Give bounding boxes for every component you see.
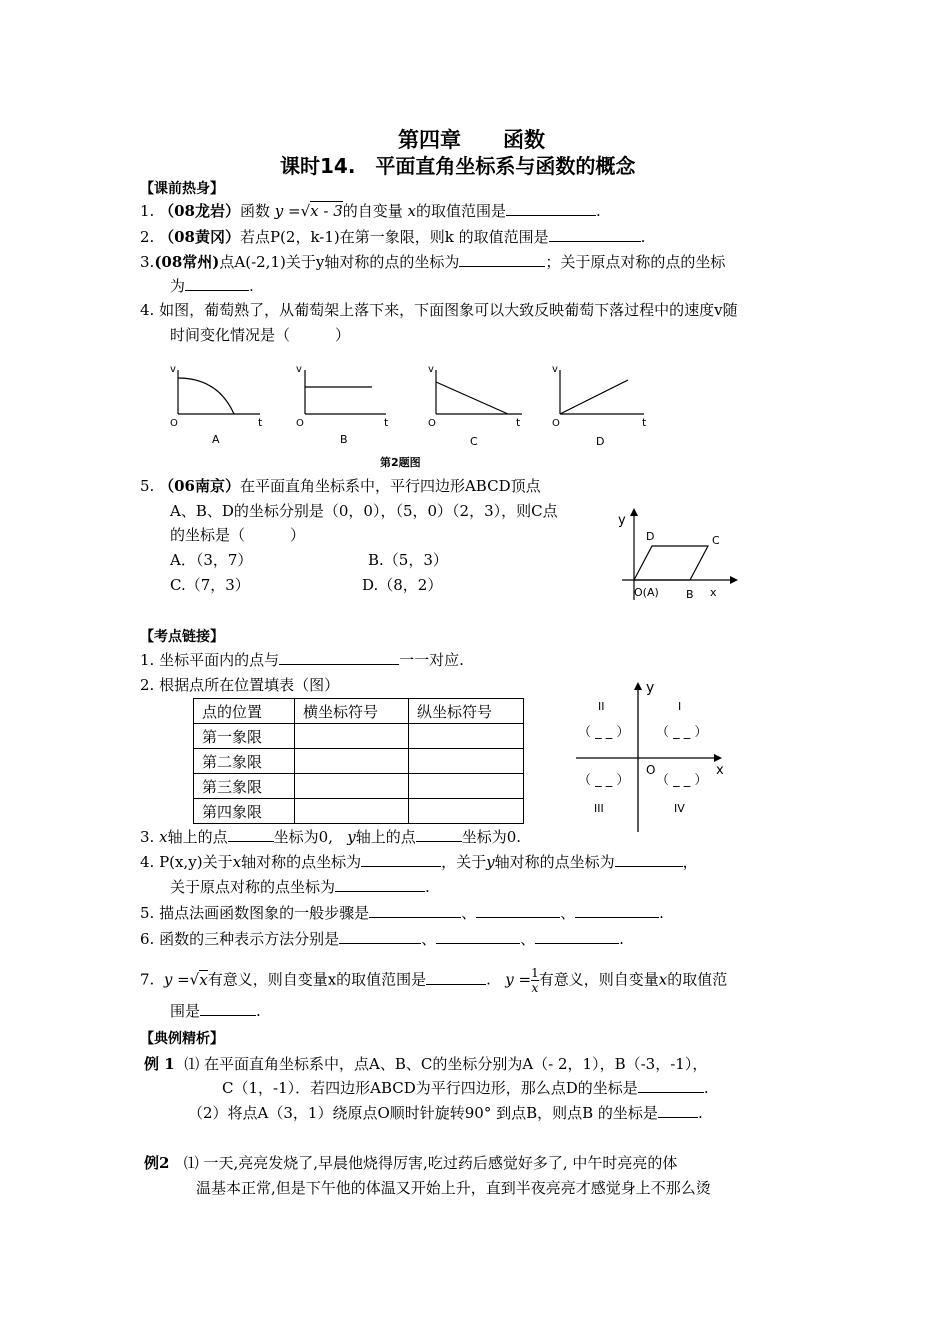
warmup-q3-line2: 为 . [170,277,254,295]
graph-label-d: D [596,435,605,448]
answer-cell[interactable] [409,749,524,774]
origin-label: O [296,418,304,429]
answer-cell[interactable] [295,799,409,824]
table-header: 横坐标符号 [295,699,409,724]
links-q1: 1. 坐标平面内的点与 一一对应. [140,651,464,669]
table-row [194,749,524,774]
warmup-q4: 4. 如图，葡萄熟了，从葡萄架上落下来，下面图象可以大致反映葡萄下落过程中的速度v随 [140,301,738,319]
quadrant-iv-slot: （ _ _ ） [656,773,708,788]
axis-x-label: x [716,763,724,778]
quadrant-ii-slot: （ _ _ ） [578,725,630,740]
sqrt-sign-icon: √ [300,202,311,220]
point-c-label: C [712,534,720,547]
warmup-q5-line3: 的坐标是（ ） [170,526,306,544]
option-d[interactable]: D.（8，2） [362,576,443,594]
origin-label: O [646,763,656,777]
links-q2: 2. 根据点所在位置填表（图） [140,676,340,694]
warmup-q4-line2: 时间变化情况是（ ） [170,326,351,344]
quadrant-i-slot: （ _ _ ） [656,725,708,740]
fraction: $\frac{1}{x}$ [531,966,539,995]
quadrant-figure [572,676,732,832]
links-q4-line2: 关于原点对称的点坐标为 . [170,878,430,896]
answer-blank[interactable] [200,1001,256,1016]
quadrant-i-label: I [678,700,682,713]
answer-cell[interactable] [295,774,409,799]
answer-blank[interactable] [638,1078,704,1093]
origin-label: O [428,418,436,429]
answer-blank[interactable] [535,929,619,944]
answer-blank[interactable] [185,276,249,291]
links-q7-line2: 围是 . [170,1002,261,1020]
answer-cell[interactable] [295,749,409,774]
table-row [194,774,524,799]
graph-label-b: B [340,433,348,446]
table-row [194,724,524,749]
point-o-label: O(A) [634,586,659,599]
axis-y-label: y [646,680,655,696]
section-heading-examples: 【典例精析】 [140,1031,224,1047]
graph-a [170,364,263,446]
row-label: 第二象限 [194,749,295,774]
axis-v-label: v [552,364,558,375]
answer-blank[interactable] [426,970,486,985]
origin-label: O [552,418,560,429]
answer-blank[interactable] [369,903,461,918]
table-row [194,799,524,824]
curve-c [436,382,508,414]
arrow-right-icon [730,576,738,584]
quadrant-iii-label: III [594,802,604,815]
answer-blank[interactable] [335,877,425,892]
curve-a [178,378,234,414]
answer-blank[interactable] [506,201,596,216]
sqrt-sign-icon: √ [189,970,200,989]
row-label: 第三象限 [194,774,295,799]
links-q7: 7. y =√x有意义，则自变量x的取值范围是 . y = $\frac{1}{x}$ 有意义，则自变量x的取值范 [140,966,728,995]
answer-blank[interactable] [575,903,659,918]
warmup-q5: 5. （06南京）在平面直角坐标系中，平行四边形ABCD顶点 [140,477,541,495]
row-label: 第四象限 [194,799,295,824]
quadrant-iv-label: IV [674,802,685,815]
warmup-q1: 1. （08龙岩）函数 y =√x - 3的自变量 x的取值范围是 . [140,202,601,220]
answer-blank[interactable] [339,929,421,944]
graph-c [428,364,522,448]
curve-d [560,380,628,414]
example-2: 例2 ⑴ 一天,亮亮发烧了,早晨他烧得厉害,吃过药后感觉好多了, 中午时亮亮的体 [144,1154,678,1172]
answer-blank[interactable] [476,903,560,918]
answer-blank[interactable] [615,852,683,867]
warmup-q2: 2. （08黄冈）若点P(2，k-1)在第一象限，则k 的取值范围是 . [140,228,646,246]
section-heading-warmup: 【课前热身】 [140,181,224,197]
example-2-line2: 温基本正常,但是下午他的体温又开始上升，直到半夜亮亮才感觉身上不那么烫 [196,1179,711,1197]
arrow-up-icon [630,508,638,516]
quadrant-sign-table [193,698,524,824]
table-header: 纵坐标符号 [409,699,524,724]
axis-x-label: x [710,586,717,599]
graph-label-a: A [212,433,220,446]
answer-blank[interactable] [279,650,399,665]
answer-cell[interactable] [409,774,524,799]
option-a[interactable]: A．（3，7） [170,551,253,569]
example-1: 例 1 ⑴ 在平面直角坐标系中，点A、B、C的坐标分别为A（- 2，1），B（-3，-1）， [144,1055,708,1073]
chapter-title: 第四章 函数 [398,128,545,152]
warmup-q3: 3.(08常州)点A(-2,1)关于y轴对称的点的坐标为 ；关于原点对称的点的坐标 [140,253,726,271]
answer-blank[interactable] [459,252,545,267]
point-b-label: B [686,588,694,601]
links-q5: 5. 描点法画函数图象的一般步骤是 、 、 . [140,904,664,922]
lesson-title: 课时14. 平面直角坐标系与函数的概念 [280,154,636,178]
section-heading-links: 【考点链接】 [140,629,224,645]
axis-y-label: y [618,513,626,528]
arrow-right-icon [714,754,722,762]
answer-cell[interactable] [295,724,409,749]
axis-v-label: v [296,364,302,375]
row-label: 第一象限 [194,724,295,749]
graph-d [552,364,647,448]
answer-blank[interactable] [361,852,441,867]
answer-blank[interactable] [436,929,520,944]
quadrant-ii-label: II [598,700,605,713]
links-q3: 3. x轴上的点 坐标为0, y轴上的点 坐标为0. [140,828,522,846]
origin-label: O [170,418,178,429]
answer-blank[interactable] [658,1103,698,1118]
parallelogram-figure [612,506,742,606]
axis-t-label: t [258,416,263,429]
quadrant-iii-slot: （ _ _ ） [578,773,630,788]
answer-cell[interactable] [409,724,524,749]
answer-cell[interactable] [409,799,524,824]
axis-t-label: t [642,416,647,429]
links-q4: 4. P(x,y)关于x轴对称的点坐标为 ，关于y轴对称的点坐标为 ， [140,853,698,871]
figure-caption: 第2题图 [380,456,421,469]
links-q6: 6. 函数的三种表示方法分别是 、 、 . [140,930,624,948]
example-1-part2: （2）将点A（3，1）绕原点O顺时针旋转90° 到点B，则点B 的坐标是 . [188,1104,703,1122]
arrow-up-icon [634,682,642,690]
warmup-q5-line2: A、B、D的坐标分别是（0，0），（5，0）（2，3），则C点 [170,502,558,520]
axis-t-label: t [384,416,389,429]
velocity-graphs [160,358,660,470]
example-1-line2: C（1，-1）．若四边形ABCD为平行四边形，那么点D的坐标是 . [222,1079,709,1097]
table-header: 点的位置 [194,699,295,724]
parallelogram-abcd [634,546,708,580]
answer-blank[interactable] [416,827,462,842]
graph-b [296,364,389,446]
option-b[interactable]: B.（5，3） [368,551,448,569]
point-d-label: D [646,530,655,543]
answer-blank[interactable] [549,227,641,242]
option-c[interactable]: C.（7，3） [170,576,250,594]
graph-label-c: C [470,435,478,448]
axis-v-label: v [428,364,434,375]
answer-blank[interactable] [228,827,274,842]
axis-v-label: v [170,364,176,375]
axis-t-label: t [516,416,521,429]
